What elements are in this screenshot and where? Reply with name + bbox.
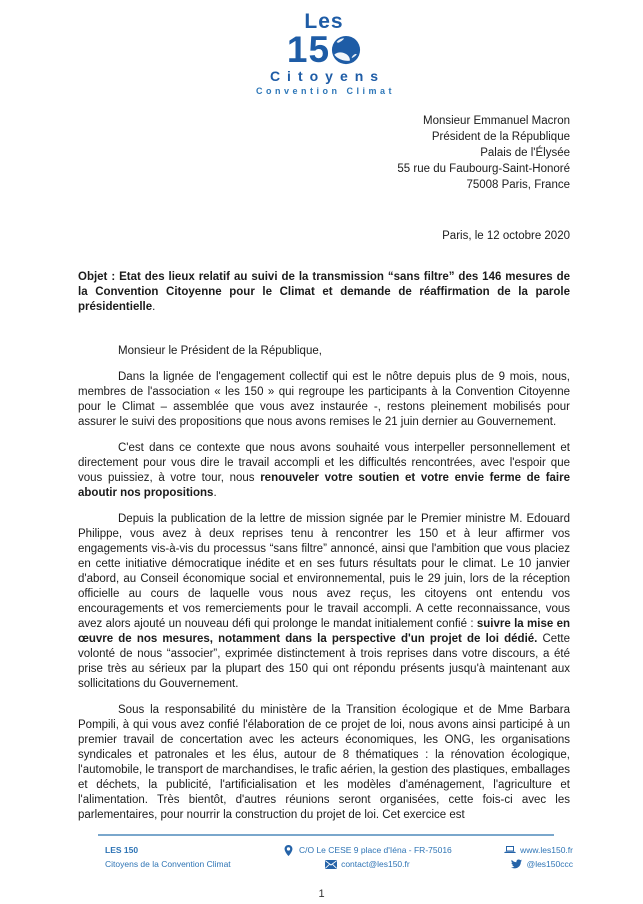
footer-twitter-handle: @les150ccc [526, 859, 573, 869]
envelope-icon [325, 859, 336, 870]
letter-body [78, 370, 570, 823]
footer-divider [98, 834, 554, 836]
footer-org-block [105, 843, 231, 871]
date-line: Paris, le 12 octobre 2020 [442, 230, 570, 242]
footer-address: C/O Le CESE 9 place d'Iéna - FR-75016 [298, 845, 452, 855]
page-number: 1 [318, 888, 325, 900]
footer-contact-block [283, 843, 452, 871]
recipient-line: 75008 Paris, France [466, 179, 570, 191]
body-paragraph: Sous la responsabilité du ministère de la Transition écologique et de Mme Barbara Pompili, à qui vous avez confié l'élaboration de ce projet de loi, nous avons ainsi participé à un premier travail de concertation avec les acteurs économiques, les ONG, les organisations syndicales et patronales et les élus, autour de 8 thématiques : la rénovation écologique, l'automobile, le transport de marchandises, le trafic aérien, la gestion des plastiques, emballages et déchets, la publicité, l'artificialisation et les modèles d'aménagement, l'agriculture et l'alimentation. Très bientôt, d'autres réunions seront organisées, cette fois-ci avec les parlementaires, pour nourrir la construction du projet de loi. Cet exercice est [78, 704, 570, 821]
footer-email: contact@les150.fr [341, 859, 410, 869]
recipient-line: Monsieur Emmanuel Macron [422, 115, 570, 127]
location-pin-icon [283, 845, 294, 856]
recipient-line: Palais de l'Élysée [480, 147, 570, 159]
body-paragraph: Depuis la publication de la lettre de mission signée par le Premier ministre M. Edouard Philippe, vous avez à deux reprises tenu à rencontrer les 150 et à leur affirmer vos engagements vis-à-vis du processus “sans filtre” annoncé, ainsi que l'ambition que vous placiez en cette initiative démocratique inédite et en ses futurs résultats pour le climat. Le 10 janvier d'abord, au Conseil économique social et environnemental, puis le 29 juin, lors de la réception officielle au cours de laquelle vous nous avez reçus, les citoyens ont entendu vos encouragements et vos remerciements pour le travail accompli. A cette reconnaissance, vous avez alors ajouté un nouveau défi qui prolonge le mandat initialement confié : suivre la mise en œuvre de nos mesures, notamment dans la perspective d'un projet de loi dédié. Cette volonté de nous “associer”, exprimée distinctement à trois reprises dans votre discours, a été prise très au sérieux par la plupart des 150 qui ont répondu présents jusqu'à maintenant aux sollicitations du Gouvernement. [78, 513, 570, 690]
twitter-icon [511, 859, 522, 870]
body-paragraph: C'est dans ce contexte que nous avons souhaité vous interpeller personnellement et directement pour vous dire le travail accompli et les difficultés rencontrées, avec l'espoir que vous puissiez, à votre tour, nous renouveler votre soutien et votre envie ferme de faire aboutir nos propositions. [78, 442, 570, 499]
brand-word-citoyens: Citoyens [269, 68, 386, 84]
globe-zero-icon [331, 35, 361, 65]
brand-logo [78, 10, 570, 98]
recipient-line: 55 rue du Faubourg-Saint-Honoré [397, 163, 570, 175]
salutation: Monsieur le Président de la République, [118, 345, 322, 357]
brand-subtitle: Convention Climat [255, 86, 395, 96]
brand-word-les: Les [304, 10, 344, 33]
footer-org-name: LES 150 [105, 845, 139, 855]
page-footer [0, 834, 643, 904]
footer-social-block [504, 843, 573, 871]
brand-number-150 [78, 29, 570, 70]
brand-number-digits: 15 [286, 29, 331, 70]
recipient-address [78, 113, 570, 193]
footer-org-subtitle: Citoyens de la Convention Climat [105, 859, 231, 869]
laptop-icon [504, 845, 515, 856]
footer-website: www.les150.fr [520, 845, 573, 855]
recipient-line: Président de la République [431, 131, 570, 143]
body-paragraph: Dans la lignée de l'engagement collectif qui est le nôtre depuis plus de 9 mois, nous, membres de l'association « les 150 » qui regroupe les participants à la Convention Citoyenne pour le Climat – assemblée que vous avez instaurée -, restons pleinement mobilisés pour assurer le suivi des propositions que nous avons remises le 21 juin dernier au Gouvernement. [78, 371, 570, 428]
subject-line: Objet : Etat des lieux relatif au suivi de la transmission “sans filtre” des 146 mesures de la Convention Citoyenne pour le Climat et demande de réaffirmation de la parole présidentielle. [78, 271, 570, 313]
